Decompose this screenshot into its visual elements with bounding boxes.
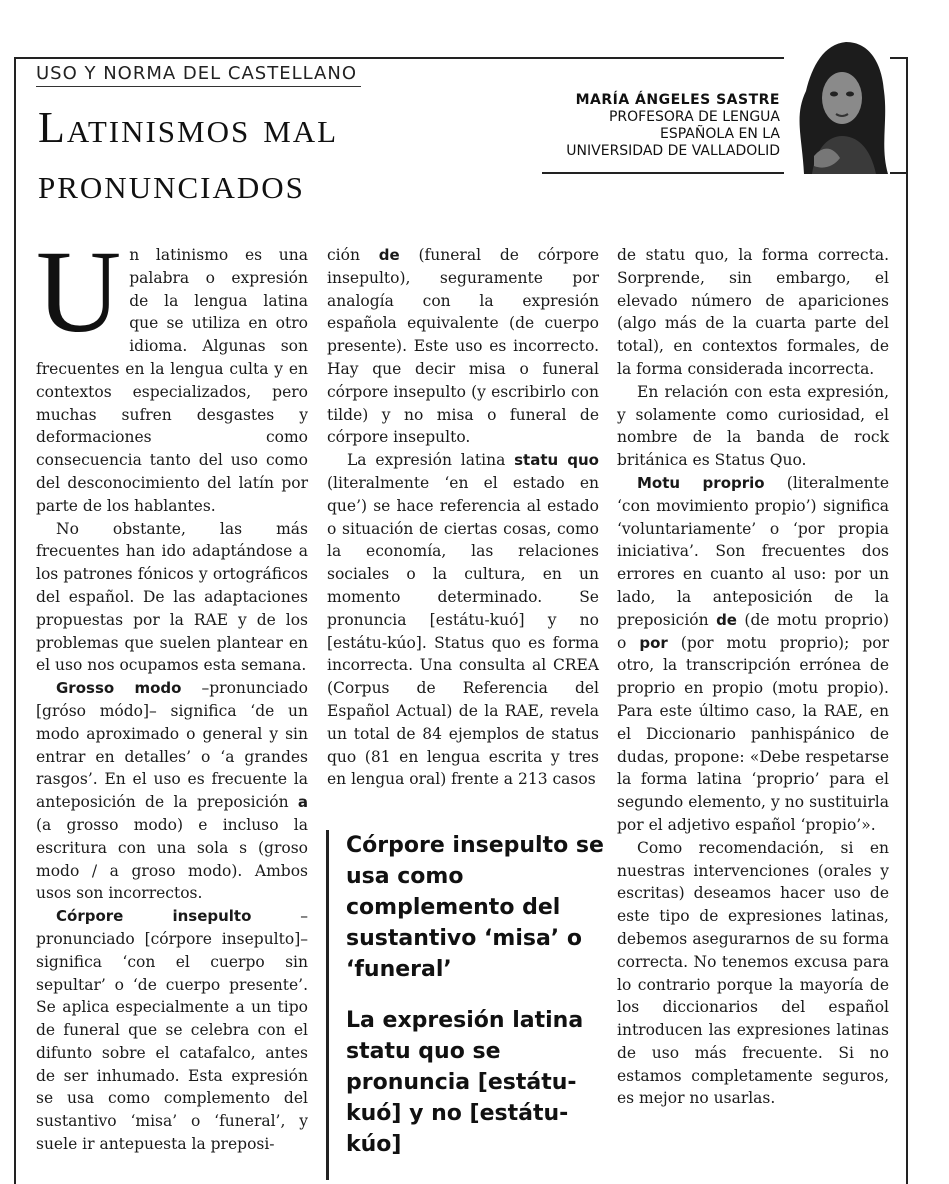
paragraph-motu-proprio: [617, 472, 889, 837]
term-preposition-de: de: [378, 246, 400, 264]
paragraph-corpore-cont: [327, 244, 599, 449]
frame-left-border: [14, 57, 16, 1184]
paragraph-status-quo-band: En relación con esta expresión, y solamente como curiosidad, el nombre de la banda de rock británica es Status Quo.: [617, 382, 889, 470]
paragraph-statu-quo-cont: de statu quo, la forma correcta. Sorprende, sin embargo, el elevado número de apariciones (algo más de la cuarta parte del total), en contextos formales, de la forma considerada incorrecta.: [617, 246, 889, 378]
article-column-3: [617, 244, 889, 1110]
term-preposition-por: por: [639, 633, 668, 652]
section-label: USO Y NORMA DEL CASTELLANO: [36, 63, 357, 84]
corpore-cont-text: (funeral de córpore insepulto), seguramente por analogía con la expresión española equivalente (de cuerpo presente). Este uso es incorrecto. Hay que decir misa o funeral córpore insepulto (y escribirlo con tilde) y no misa o funeral de córpore insepulto.: [327, 246, 599, 447]
term-preposition-de-2: de: [716, 610, 737, 629]
author-role-1: PROFESORA DE LENGUA: [608, 109, 780, 125]
paragraph-intro-text: n latinismo es una palabra o expresión de la lengua latina que se utiliza en otro idioma. Algunas son frecuentes en la lengua culta y en contextos especializados, pero muchas sufren desgastes y deformaciones como consecuencia tanto del uso como del desconocimiento del latín por parte de los hablantes.: [36, 246, 308, 515]
section-rule: [36, 86, 361, 87]
pull-quote: [326, 830, 618, 1180]
pull-quote-1: Córpore insepulto se usa como complemento del sustantivo ‘misa’ o ‘funeral’: [346, 833, 604, 982]
paragraph-recommendation: Como recomendación, si en nuestras intervenciones (orales y escritas) deseamos hacer uso de este tipo de expresiones latinas, debemos asegurarnos de su forma correcta. No tenemos excusa para lo contrario porque la mayoría de los diccionarios del español introducen las expresiones latinas de uso más frecuente. Si no estamos completamente seguros, es mejor no usarlas.: [617, 838, 889, 1108]
statu-quo-text: (literalmente ‘en el estado en que’) se hace referencia al estado o situación de ciertas cosas, como la economía, las relaciones sociales o la cultura, en un momento determinado. Se pronuncia [estátu-kuó] y no [estátu-kúo]. Status quo es forma incorrecta. Una consulta al CREA (Corpus de Referencia del Español Actual) de la RAE, revela un total de 84 ejemplos de status quo (81 en lengua escrita y tres en lengua oral) frente a 213 casos: [327, 473, 599, 789]
author-role-2: ESPAÑOLA EN LA: [660, 126, 780, 142]
term-statu-quo: statu quo: [514, 451, 599, 470]
paragraph-intro: [36, 226, 308, 518]
motu-proprio-end: (por motu proprio); por otro, la transcripción errónea de proprio en propio (motu propio). Para este último caso, la RAE, en el Diccionario panhispánico de dudas, propone: «Debe respetarse la forma latina ‘proprio’ para el segundo elemento, y no sustituirla por el adjetivo español ‘propio’».: [617, 633, 889, 834]
frame-top-border: [14, 57, 908, 59]
frame-right-border: [906, 57, 908, 1184]
article-column-1: [36, 226, 308, 1156]
title-line-2: pronunciados: [38, 159, 305, 208]
grosso-modo-text-end: (a grosso modo) e incluso la escritura con una sola s (groso modo / a groso modo). Ambos usos son incorrectos.: [36, 815, 308, 903]
paragraph-grosso-modo: [36, 677, 308, 905]
author-byline: [540, 92, 780, 160]
term-preposition-a: a: [297, 793, 308, 812]
paragraph-adaptations: No obstante, las más frecuentes han ido adaptándose a los patrones fónicos y ortográficos del español. De las adaptaciones propuestas por la RAE y de los problemas que suelen plantear en el uso nos ocupamos esta semana.: [36, 519, 308, 675]
corpore-cont-start: ción: [327, 246, 379, 264]
motu-proprio-text: (literalmente ‘con movimiento propio’) significa ‘voluntariamente’ o ‘por propia iniciativa’. Son frecuentes dos errores en cuanto al uso: por un lado, la anteposición de la preposición: [617, 473, 890, 629]
article-title: [38, 100, 338, 212]
motu-proprio-mid: (de motu proprio) o: [617, 610, 889, 652]
corpore-insepulto-text: –pronunciado [córpore insepulto]– significa ‘con el cuerpo sin sepultar’ o ‘de cuerpo presente’. Se aplica especialmente a un tipo de funeral que se celebra con el difunto sobre el catafalco, antes de ser inhumado. Esta expresión se usa como complemento del sustantivo ‘misa’ o ‘funeral’, y suele ir antepuesta la preposi-: [36, 907, 308, 1154]
statu-quo-start: La expresión latina: [347, 451, 515, 470]
title-line-1: Latinismos mal: [38, 103, 339, 152]
author-portrait: [784, 36, 890, 174]
term-corpore-insepulto: Córpore insepulto: [56, 907, 252, 926]
article-column-2: [327, 244, 599, 791]
paragraph-corpore-insepulto: [36, 905, 308, 1156]
grosso-modo-text: –pronunciado [grόso módo]– significa ‘de un modo aproximado o general y sin entrar en detalles’ o ‘a grandes rasgos’. En el uso es frecuente la anteposición de la preposición: [36, 679, 308, 812]
term-grosso-modo: Grosso modo: [56, 679, 182, 698]
paragraph-statu-quo: [327, 449, 599, 791]
drop-cap: U: [36, 226, 122, 357]
term-motu-proprio: Motu proprio: [637, 473, 765, 492]
author-name: MARÍA ÁNGELES SASTRE: [575, 92, 780, 108]
pull-quote-2: La expresión latina statu quo se pronuncia [estátu-kuó] y no [estátu-kúo]: [346, 1008, 584, 1157]
author-role-3: UNIVERSIDAD DE VALLADOLID: [566, 143, 780, 159]
